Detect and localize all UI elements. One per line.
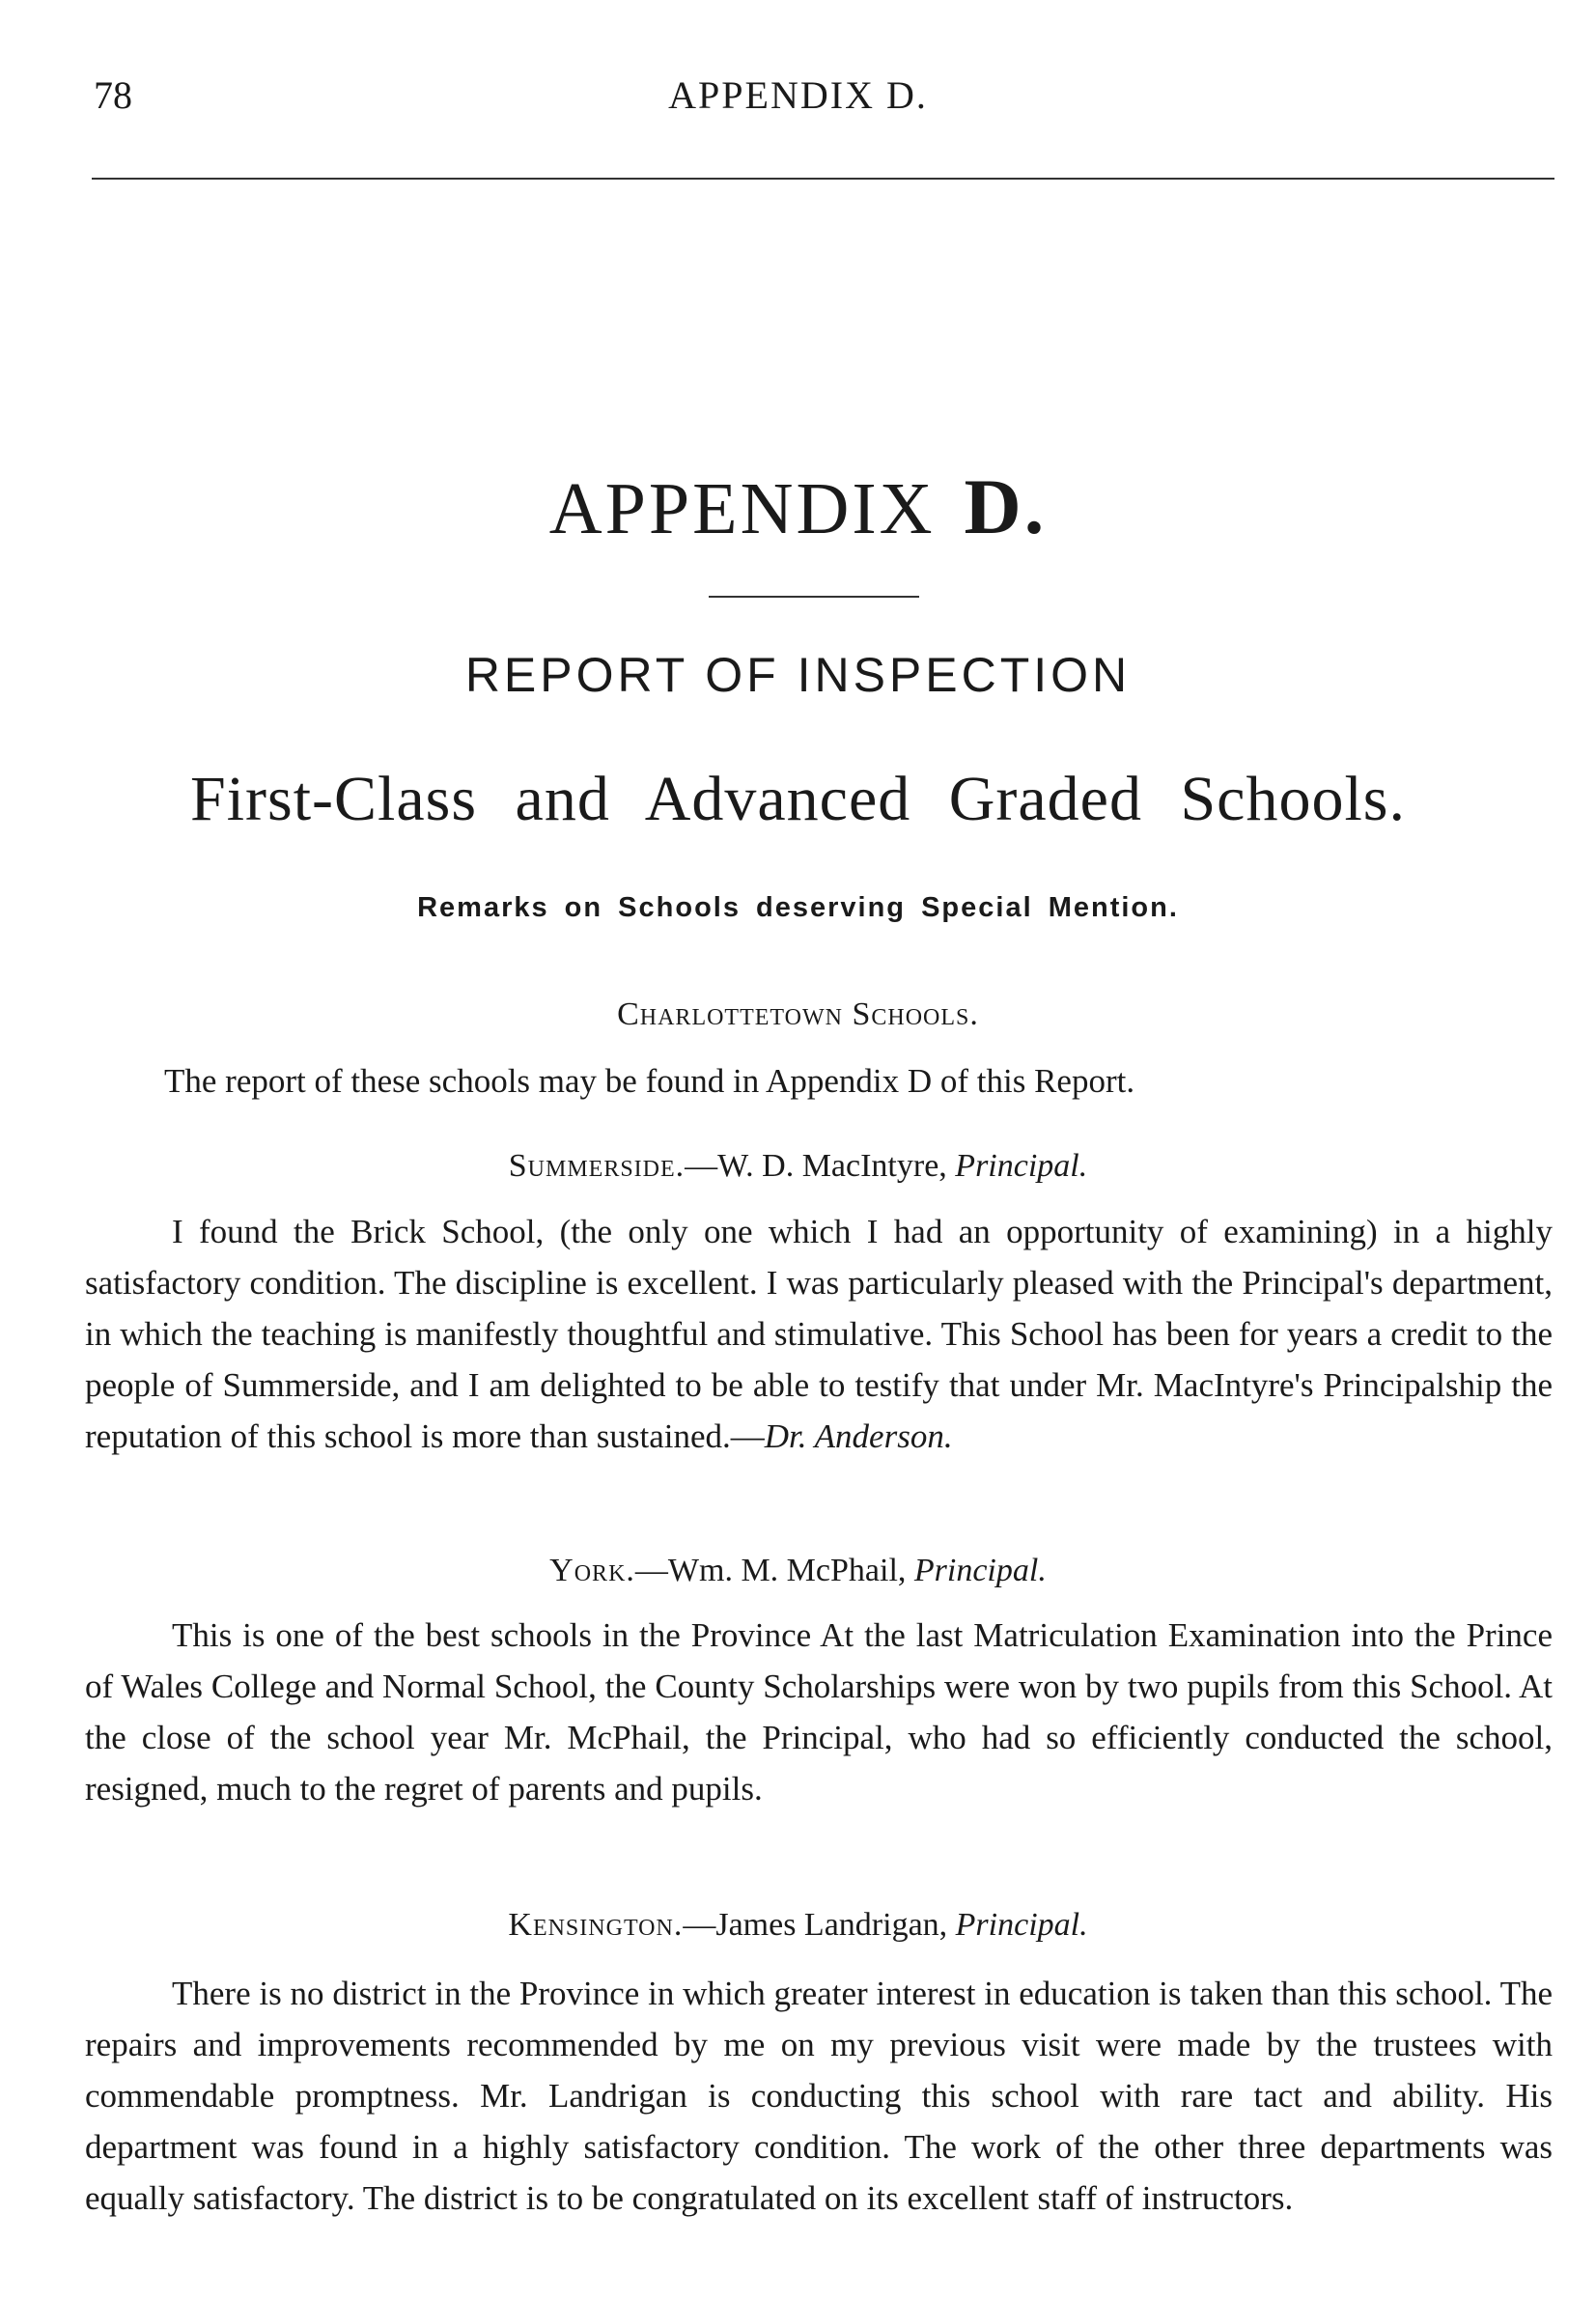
kensington-role: Principal.: [955, 1907, 1088, 1943]
appendix-word: APPENDIX: [548, 468, 936, 549]
summerside-signature: Dr. Anderson.: [764, 1417, 953, 1455]
schools-title: First-Class and Advanced Graded Schools.: [190, 764, 1406, 834]
york-principal-name: —Wm. M. McPhail,: [634, 1553, 907, 1588]
remarks-subtitle: Remarks on Schools deserving Special Mention.: [417, 892, 1179, 923]
running-title: APPENDIX D.: [668, 73, 928, 117]
appendix-title: [0, 462, 1596, 552]
kensington-principal-name: —James Landrigan,: [683, 1907, 948, 1943]
charlottetown-heading: Charlottetown Schools.: [617, 996, 979, 1032]
kensington-place: Kensington.: [508, 1907, 684, 1943]
york-place: York.: [549, 1553, 635, 1588]
appendix-letter: D.: [964, 463, 1048, 550]
kensington-heading: [0, 1907, 1596, 1944]
summerside-heading: [0, 1148, 1596, 1185]
header-rule: [92, 178, 1554, 180]
york-paragraph: This is one of the best schools in the Province At the last Matriculation Examination into the Prince of Wales College and Normal School, the County Scholarships were won by two pupils from this School. At the close of the school year Mr. McPhail, the Principal, who had so efficiently conducted the school, resigned, much to the regret of parents and pupils.: [85, 1616, 1553, 1808]
kensington-paragraph: There is no district in the Province in which greater interest in education is taken than this school. The repairs and improvements recommended by me on my previous visit were made by the trustees with commendable promptness. Mr. Landrigan is conducting this school with rare tact and ability. His department was found in a highly satisfactory condition. The work of the other three departments was equally satisfactory. The district is to be congratulated on its excellent staff of instructors.: [85, 1975, 1553, 2217]
summerside-principal-name: —W. D. MacIntyre,: [685, 1148, 947, 1184]
york-role: Principal.: [913, 1553, 1047, 1588]
report-title: REPORT OF INSPECTION: [464, 648, 1132, 702]
summerside-place: Summerside.: [508, 1148, 686, 1184]
summerside-paragraph: [85, 1206, 1553, 1462]
charlottetown-paragraph: The report of these schools may be found in Appendix D of this Report.: [164, 1062, 1135, 1100]
title-rule: [709, 596, 919, 598]
york-heading: [0, 1553, 1596, 1589]
summerside-role: Principal.: [955, 1148, 1088, 1184]
summerside-text: I found the Brick School, (the only one which I had an opportunity of examining) in a highly satisfactory condition. The discipline is excellent. I was particularly pleased with the Principal's department, in which the teaching is manifestly thoughtful and stimulative. This School has been for years a credit to the people of Summerside, and I am delighted to be able to testify that under Mr. MacIntyre's Principalship the reputation of this school is more than sustained.—: [85, 1213, 1553, 1455]
page-number: 78: [94, 73, 132, 117]
